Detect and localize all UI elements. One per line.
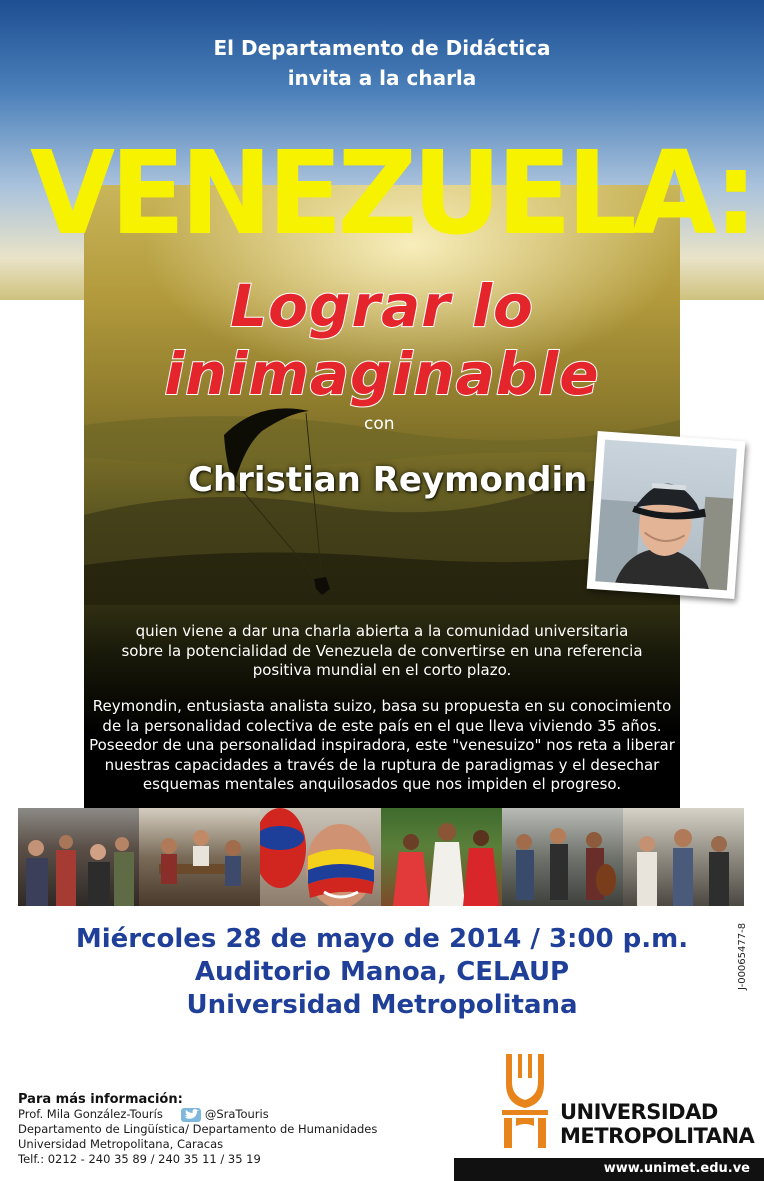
description-line: nuestras capacidades a través de la ruptura de paradigmas y el desechar [104,755,660,774]
description-line: quien viene a dar una charla abierta a la comunidad universitaria [135,622,629,640]
speaker-portrait-frame [587,431,746,599]
event-institution: Universidad Metropolitana [186,990,578,1020]
contact-institution: Universidad Metropolitana, Caracas [18,1137,224,1151]
university-logo-icon [498,1052,552,1148]
children-music-photo [502,808,623,906]
folk-dancers-photo [381,808,502,906]
contact-department: Departamento de Lingüística/ Departamento de Humanidades [18,1122,378,1136]
university-logo-text [560,1100,754,1148]
subtitle: Lograr lo inimaginable [164,272,600,408]
speaker-portrait [595,440,737,591]
description-paragraph-2 [86,697,678,795]
photo-strip [18,808,744,906]
description-paragraph-1 [86,622,678,681]
crowd-photo [18,808,139,906]
event-venue: Auditorio Manoa, CELAUP [194,957,570,987]
main-title: VENEZUELA: [30,125,753,261]
flag-face-paint-photo [260,808,381,906]
description-line: Reymondin, entusiasta analista suizo, basa su propuesta en su conocimiento [92,697,672,715]
students-photo [623,808,744,906]
contact-info [18,1092,438,1167]
speaker-connector: con [364,414,395,434]
contact-name-row [18,1107,438,1122]
speaker-name: Christian Reymondin [188,460,588,500]
event-date: Miércoles 28 de mayo de 2014 / 3:00 p.m. [75,924,689,954]
portrait-drawing [595,440,737,591]
logo-line-2: METROPOLITANA [560,1124,755,1148]
contact-phones: Telf.: 0212 - 240 35 89 / 240 35 11 / 35 19 [18,1152,261,1166]
description-line: de la personalidad colectiva de este país en el que lleva viviendo 35 años. [102,716,662,735]
invite-line-1: El Departamento de Didáctica [213,36,551,60]
twitter-handle[interactable]: @SraTouris [204,1107,269,1121]
description-line: Poseedor de una personalidad inspiradora, este "venesuizo" nos reta a liberar [89,736,675,754]
website-link[interactable]: www.unimet.edu.ve [603,1161,750,1176]
reference-code: J-00065477-8 [737,922,748,990]
street-game-photo [139,808,260,906]
description-line: positiva mundial en el corto plazo. [252,661,512,679]
twitter-icon [181,1108,201,1122]
footer-bar [454,1158,764,1181]
invite-line-2: invita a la charla [287,66,477,90]
description-line: sobre la potencialidad de Venezuela de convertirse en una referencia [121,641,643,660]
description-line: esquemas mentales anquilosados que nos impiden el progreso. [142,775,622,793]
contact-heading: Para más información: [18,1092,183,1107]
contact-name: Prof. Mila González-Tourís [18,1107,163,1121]
logo-line-1: UNIVERSIDAD [560,1100,718,1124]
